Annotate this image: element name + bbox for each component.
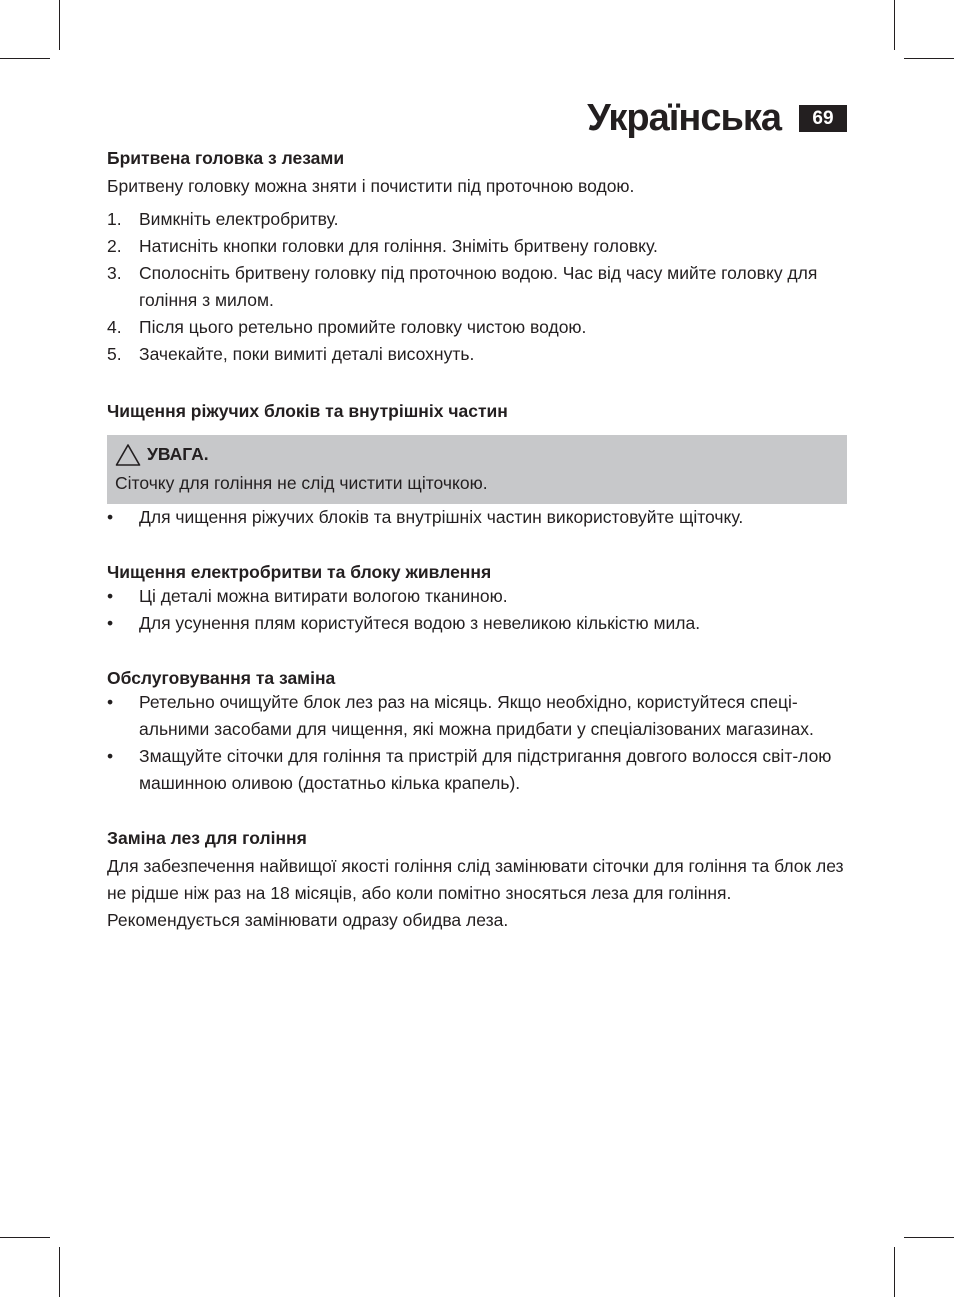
section-heading-blade-head: Бритвена головка з лезами: [107, 148, 345, 168]
list-item: [107, 743, 847, 797]
bullet-text: Для чищення ріжучих блоків та внутрішніх частин використовуйте щіточку.: [139, 507, 744, 527]
list-item: [107, 260, 847, 314]
section-heading-replacement: Заміна лез для гоління: [107, 828, 307, 848]
bullet-mark: •: [107, 586, 114, 606]
bullet-mark: •: [107, 692, 114, 712]
step-text: Після цього ретельно промийте головку чистою водою.: [139, 317, 587, 337]
list-item: [107, 233, 847, 260]
bullet-list: [107, 583, 847, 637]
bullet-text: Ці деталі можна витирати вологою тканиною.: [139, 586, 508, 606]
crop-mark: [904, 1237, 954, 1238]
list-item: [107, 206, 847, 233]
warning-title: УВАГА.: [147, 444, 209, 464]
step-number: 1.: [107, 209, 122, 229]
page-header: [587, 96, 847, 140]
step-number: 5.: [107, 344, 122, 364]
section-heading-maintenance: Обслуговування та заміна: [107, 668, 336, 688]
warning-header: [115, 441, 839, 468]
crop-mark: [59, 1247, 60, 1297]
bullet-text: Ретельно очищуйте блок лез раз на місяць. Якщо необхідно, користуйтеся спеці-альними засобами для чищення, які можна придбати у спеціалізованих магазинах.: [139, 692, 814, 739]
bullet-list: [107, 689, 847, 797]
warning-triangle-icon: [115, 443, 141, 467]
step-number: 4.: [107, 317, 122, 337]
list-item: [107, 610, 847, 637]
steps-list: [107, 206, 847, 368]
warning-box: [107, 435, 847, 504]
warning-text: Сіточку для гоління не слід чистити щіточкою.: [115, 473, 488, 493]
step-text: Натисніть кнопки головки для гоління. Зніміть бритвену головку.: [139, 236, 658, 256]
section-heading-shaver-power: Чищення електробритви та блоку живлення: [107, 562, 492, 582]
crop-mark: [0, 1237, 50, 1238]
step-text: Вимкніть електробритву.: [139, 209, 339, 229]
language-title: Українська: [587, 97, 781, 139]
step-number: 3.: [107, 263, 122, 283]
bullet-mark: •: [107, 746, 114, 766]
list-item: [107, 314, 847, 341]
step-number: 2.: [107, 236, 122, 256]
section-body: Для забезпечення найвищої якості гоління слід замінювати сіточки для гоління та блок лез не рідше ніж раз на 18 місяців, або коли помітно зносяться леза для гоління. Рекомендується замінювати одразу обидва леза.: [107, 856, 844, 930]
crop-mark: [894, 1247, 895, 1297]
section-heading-cutting-blocks: Чищення ріжучих блоків та внутрішніх частин: [107, 401, 508, 421]
bullet-mark: •: [107, 613, 114, 633]
crop-mark: [0, 58, 50, 59]
crop-mark: [59, 0, 60, 50]
bullet-mark: •: [107, 507, 114, 527]
bullet-list: [107, 504, 847, 531]
step-text: Сполосніть бритвену головку під проточною водою. Час від часу мийте головку для гоління з милом.: [139, 263, 818, 310]
list-item: [107, 341, 847, 368]
step-text: Зачекайте, поки вимиті деталі висохнуть.: [139, 344, 475, 364]
page-number-badge: 69: [799, 105, 847, 132]
section-intro: Бритвену головку можна зняти і почистити під проточною водою.: [107, 176, 635, 196]
bullet-text: Для усунення плям користуйтеся водою з невеликою кількістю мила.: [139, 613, 701, 633]
crop-mark: [894, 0, 895, 50]
list-item: [107, 689, 847, 743]
crop-mark: [904, 58, 954, 59]
list-item: [107, 504, 847, 531]
page-content: [107, 147, 847, 934]
bullet-text: Змащуйте сіточки для гоління та пристрій для підстригання довгого волосся світ-лою машинною оливою (достатньо кілька крапель).: [139, 746, 832, 793]
list-item: [107, 583, 847, 610]
